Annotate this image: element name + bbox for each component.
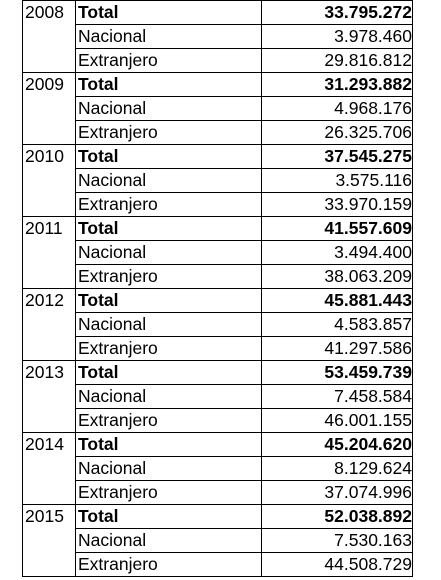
value-cell: 33.795.272 [262,1,413,25]
table-row [23,385,413,409]
value-cell: 41.297.586 [262,337,413,361]
category-label-cell: Extranjero [76,409,262,433]
visitors-table [22,0,413,577]
category-label-cell: Extranjero [76,337,262,361]
year-cell: 2011 [23,217,76,289]
category-label-cell: Extranjero [76,553,262,577]
category-label-cell: Total [76,433,262,457]
table-row [23,73,413,97]
value-cell: 26.325.706 [262,121,413,145]
value-cell: 46.001.155 [262,409,413,433]
category-label-cell: Extranjero [76,265,262,289]
year-cell: 2013 [23,361,76,433]
table-row [23,193,413,217]
category-label-cell: Extranjero [76,121,262,145]
table-row [23,121,413,145]
table-row [23,433,413,457]
value-cell: 4.583.857 [262,313,413,337]
table-row [23,289,413,313]
value-cell: 52.038.892 [262,505,413,529]
value-cell: 29.816.812 [262,49,413,73]
table-row [23,553,413,577]
table-row [23,217,413,241]
value-cell: 45.881.443 [262,289,413,313]
value-cell: 3.978.460 [262,25,413,49]
table-row [23,49,413,73]
value-cell: 37.074.996 [262,481,413,505]
table-row [23,481,413,505]
category-label-cell: Nacional [76,97,262,121]
table-row [23,505,413,529]
table-row [23,1,413,25]
category-label-cell: Total [76,73,262,97]
category-label-cell: Total [76,505,262,529]
category-label-cell: Nacional [76,241,262,265]
value-cell: 37.545.275 [262,145,413,169]
table-row [23,241,413,265]
table-body [23,1,413,577]
year-cell: 2012 [23,289,76,361]
table-row [23,25,413,49]
category-label-cell: Total [76,289,262,313]
category-label-cell: Nacional [76,169,262,193]
value-cell: 7.530.163 [262,529,413,553]
year-cell: 2010 [23,145,76,217]
category-label-cell: Total [76,361,262,385]
year-cell: 2015 [23,505,76,577]
table-row [23,457,413,481]
year-cell: 2008 [23,1,76,73]
table-row [23,265,413,289]
value-cell: 3.494.400 [262,241,413,265]
table-row [23,313,413,337]
category-label-cell: Nacional [76,457,262,481]
value-cell: 33.970.159 [262,193,413,217]
table-row [23,337,413,361]
category-label-cell: Extranjero [76,193,262,217]
table-row [23,529,413,553]
category-label-cell: Nacional [76,25,262,49]
category-label-cell: Total [76,1,262,25]
value-cell: 45.204.620 [262,433,413,457]
category-label-cell: Nacional [76,385,262,409]
value-cell: 3.575.116 [262,169,413,193]
table-row [23,169,413,193]
table-row [23,409,413,433]
value-cell: 4.968.176 [262,97,413,121]
category-label-cell: Total [76,217,262,241]
table-row [23,361,413,385]
category-label-cell: Nacional [76,529,262,553]
value-cell: 41.557.609 [262,217,413,241]
table-row [23,97,413,121]
value-cell: 8.129.624 [262,457,413,481]
category-label-cell: Extranjero [76,49,262,73]
value-cell: 38.063.209 [262,265,413,289]
category-label-cell: Total [76,145,262,169]
category-label-cell: Extranjero [76,481,262,505]
value-cell: 7.458.584 [262,385,413,409]
year-cell: 2014 [23,433,76,505]
value-cell: 44.508.729 [262,553,413,577]
value-cell: 53.459.739 [262,361,413,385]
category-label-cell: Nacional [76,313,262,337]
year-cell: 2009 [23,73,76,145]
value-cell: 31.293.882 [262,73,413,97]
table-row [23,145,413,169]
